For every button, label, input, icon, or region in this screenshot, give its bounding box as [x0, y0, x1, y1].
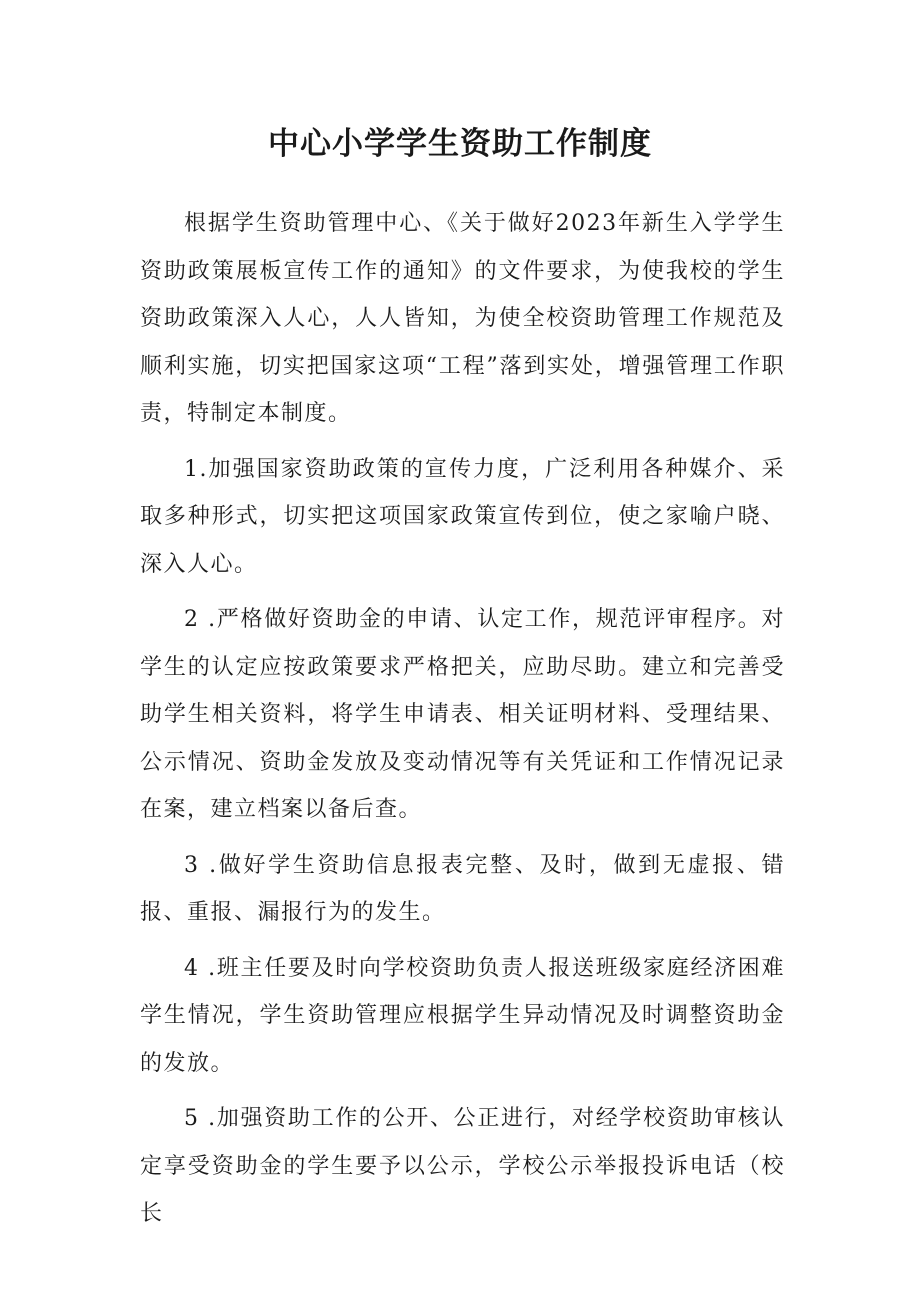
item-2-paragraph: 2 .严格做好资助金的申请、认定工作，规范评审程序。对学生的认定应按政策要求严格把关，应助尽助。建立和完善受助学生相关资料，将学生申请表、相关证明材料、受理结果、公示情况、资助金发放及变动情况等有关凭证和工作情况记录在案，建立档案以备后查。: [140, 607, 785, 822]
document-body: [140, 200, 785, 1246]
item-1-paragraph: 1.加强国家资助政策的宣传力度，广泛利用各种媒介、采取多种形式，切实把这项国家政策宣传到位，使之家喻户晓、深入人心。: [140, 456, 785, 577]
item-5-paragraph: 5 .加强资助工作的公开、公正进行，对经学校资助审核认定享受资助金的学生要予以公示，学校公示举报投诉电话（校长: [140, 1106, 785, 1226]
item-4-paragraph: 4 .班主任要及时向学校资助负责人报送班级家庭经济困难学生情况，学生资助管理应根据学生异动情况及时调整资助金的发放。: [140, 955, 785, 1076]
intro-paragraph: 根据学生资助管理中心、《关于做好2023年新生入学学生资助政策展板宣传工作的通知》的文件要求，为使我校的学生资助政策深入人心，人人皆知，为使全校资助管理工作规范及顺利实施，切实把国家这项“工程”落到实处，增强管理工作职责，特制定本制度。: [140, 211, 785, 426]
item-3-paragraph: 3 .做好学生资助信息报表完整、及时，做到无虚报、错报、重报、漏报行为的发生。: [140, 852, 785, 925]
document-title: 中心小学学生资助工作制度: [268, 126, 652, 162]
